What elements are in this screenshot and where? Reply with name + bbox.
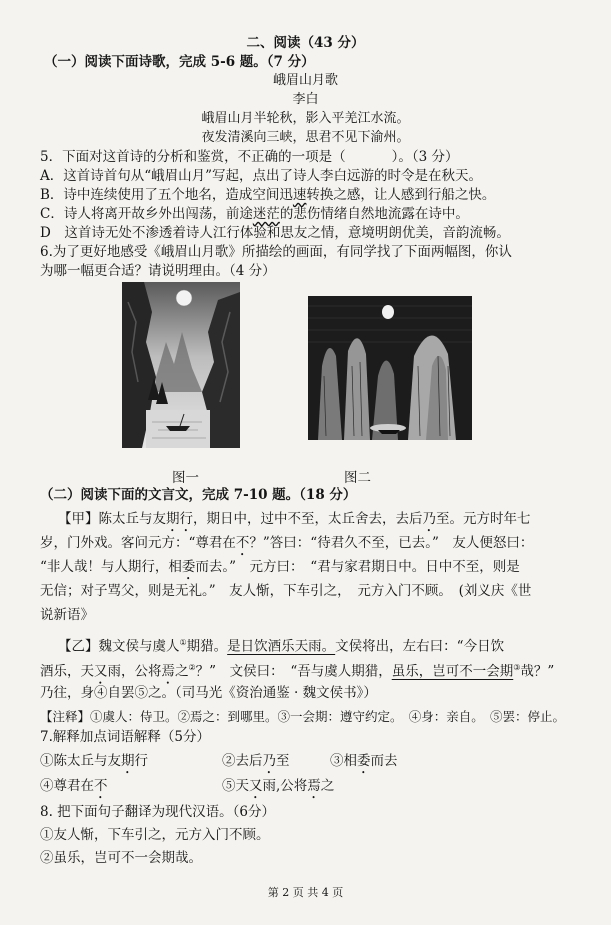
q7-stem: 7.解释加点词语解释（5分）: [40, 729, 210, 745]
jia-line-4: 无信；对子骂父，则是无礼。” 友人惭，下车引之， 元方入门不顾。 (刘义庆《世: [40, 583, 532, 599]
q5-option-b-mark: 速: [292, 187, 307, 203]
notes: 【注释】①虞人：侍卫。②焉之：到哪里。③一会期：遵守约定。 ④身：亲自。 ⑤罢：停止。: [40, 709, 566, 724]
yi-text: 之: [175, 663, 189, 680]
note-marker: ①: [179, 638, 187, 647]
q7-dotted-word: 不: [94, 778, 108, 794]
q7-text: ⑤天: [222, 778, 249, 794]
q8-sentence-1: ①友人惭，下车引之，元方入门不顾。: [40, 827, 270, 843]
figure-1-caption: 图一: [172, 470, 199, 486]
q5-option-c-mark: 迷茫: [252, 206, 280, 222]
yi-underlined-sentence: 是日饮酒乐天雨。: [227, 638, 336, 655]
jia-text: ，期日中，过中不至，太丘舍去，去后: [193, 511, 423, 527]
yi-text: 【乙】魏文侯与虞人: [58, 638, 180, 655]
jia-dotted-word: 乃: [422, 511, 436, 527]
yi-dotted-word: 焉: [161, 663, 175, 680]
q5-option-b: [40, 186, 495, 204]
q7-text: ①陈太丘与友: [40, 753, 121, 769]
yi-line-1: [58, 634, 504, 656]
q5-option-b-post: 转换之感，让人感到行船之快。: [306, 187, 496, 203]
q7-text: ③相: [330, 753, 357, 769]
note-marker: ③: [513, 663, 521, 672]
q7-text: ④尊君在: [40, 778, 94, 794]
q5-stem-post: ）。（3 分）: [391, 149, 459, 165]
q7-text: 行: [134, 753, 148, 769]
jia-line-2: [40, 534, 533, 559]
q5-stem: [40, 148, 458, 166]
jia-text: ？”答曰：“待君久不至，已去。” 友人便怒曰：: [249, 535, 534, 551]
q5-stem-pre: 5．下面对这首诗的分析和鉴赏，不正确的一项是（: [40, 149, 346, 165]
section-title: 二、阅读（43 分）: [246, 35, 365, 51]
page-footer: 第 2 页 共 4 页: [267, 886, 344, 899]
q7-item-1: [40, 752, 148, 777]
q7-item-2: [222, 752, 290, 777]
jia-line-3: [40, 558, 520, 583]
figure-2-image: [308, 296, 472, 440]
q8-stem: 8. 把下面句子翻译为现代汉语。（6分）: [40, 804, 276, 820]
part1-heading: （一）阅读下面诗歌，完成 5-6 题。（7 分）: [44, 54, 315, 70]
q7-item-3: [330, 752, 398, 777]
jia-line-1: [58, 510, 531, 535]
yi-text: 哉？”: [520, 663, 555, 680]
jia-text: 至。元方时年七: [436, 511, 531, 527]
poem-title: 峨眉山月歌: [272, 73, 338, 88]
yi-underlined-sentence: 虽乐，岂可不一会期: [391, 663, 514, 680]
q5-option-a: A．这首诗首句从“峨眉山月”写起，点出了诗人李白远游的时令是在秋天。: [40, 168, 483, 184]
poem-author: 李白: [292, 92, 319, 107]
q7-text: 之: [320, 778, 335, 794]
q8-sentence-2: ②虽乐，岂可不一会期哉。: [40, 850, 202, 866]
q5-option-d: D 这首诗无处不渗透着诗人江行体验和思友之情，意境明朗优美，音韵流畅。: [40, 225, 510, 241]
q7-dotted-word: 委: [357, 753, 371, 769]
q7-item-4: [40, 777, 108, 802]
q7-item-5: [222, 777, 334, 802]
q7-dotted-word: 又: [249, 778, 263, 794]
jia-text: “非人哉！与人期行，相: [40, 559, 182, 575]
note-marker: ②: [188, 663, 196, 672]
q5-option-c-post: 的悲伤情绪自然地流露在诗中。: [279, 206, 469, 222]
yi-text: ？” 文侯曰： “吾与虞人期猎，: [195, 663, 392, 680]
q5-option-c: [40, 205, 469, 223]
poem-line-2: 夜发清溪向三峡，思君不见下渝州。: [201, 130, 410, 145]
q5-option-b-pre: B．诗中连续使用了五个地名，造成空间迅: [40, 187, 293, 203]
yi-line-3: 乃往，身④自罢⑤之。（司马光《资治通鉴 · 魏文侯书》）: [40, 685, 377, 701]
figure-1-image: [122, 282, 240, 448]
q6-line-2: 为哪一幅更合适？请说明理由。（4 分）: [40, 263, 276, 279]
q7-dotted-word: 乃: [262, 753, 276, 769]
poem-line-1: 峨眉山月半轮秋，影入平羌江水流。: [201, 111, 410, 126]
jia-line-5: 说新语》: [40, 607, 94, 623]
jia-text: 【甲】陈太丘与友: [58, 511, 166, 527]
yi-text: 期猎。: [186, 638, 228, 655]
q7-text: 雨,公将: [262, 778, 308, 794]
yi-text: 文侯将出，左右曰：“今日饮: [335, 638, 505, 655]
jia-text: 而去。” 元方曰： “君与家君期日中。日中不至，则是: [195, 559, 520, 575]
q7-dotted-word: 期: [121, 753, 135, 769]
q6-line-1: 6.为了更好地感受《峨眉山月歌》所描绘的画面，有同学找了下面两幅图，你认: [40, 244, 512, 260]
yi-text: 酒乐，天: [40, 663, 94, 680]
q5-option-c-pre: C．诗人将离开故乡外出闯荡，前途: [40, 206, 253, 222]
jia-text: 岁，门外戏。客问元方：“尊君在: [40, 535, 236, 551]
yi-dotted-word: 又: [94, 663, 108, 680]
yi-text: 雨，公将: [107, 663, 162, 680]
figure-2-caption: 图二: [344, 470, 371, 486]
q7-text: ②去后: [222, 753, 263, 769]
q7-dotted-word: 焉: [307, 778, 321, 794]
q7-text: 而去: [370, 753, 398, 769]
jia-dotted-word: 不: [235, 535, 250, 551]
q7-text: 至: [276, 753, 290, 769]
part2-heading: （二）阅读下面的文言文，完成 7-10 题。（18 分）: [40, 487, 357, 503]
jia-dotted-word: 委: [181, 559, 196, 575]
jia-dotted-word: 期行: [166, 511, 193, 527]
